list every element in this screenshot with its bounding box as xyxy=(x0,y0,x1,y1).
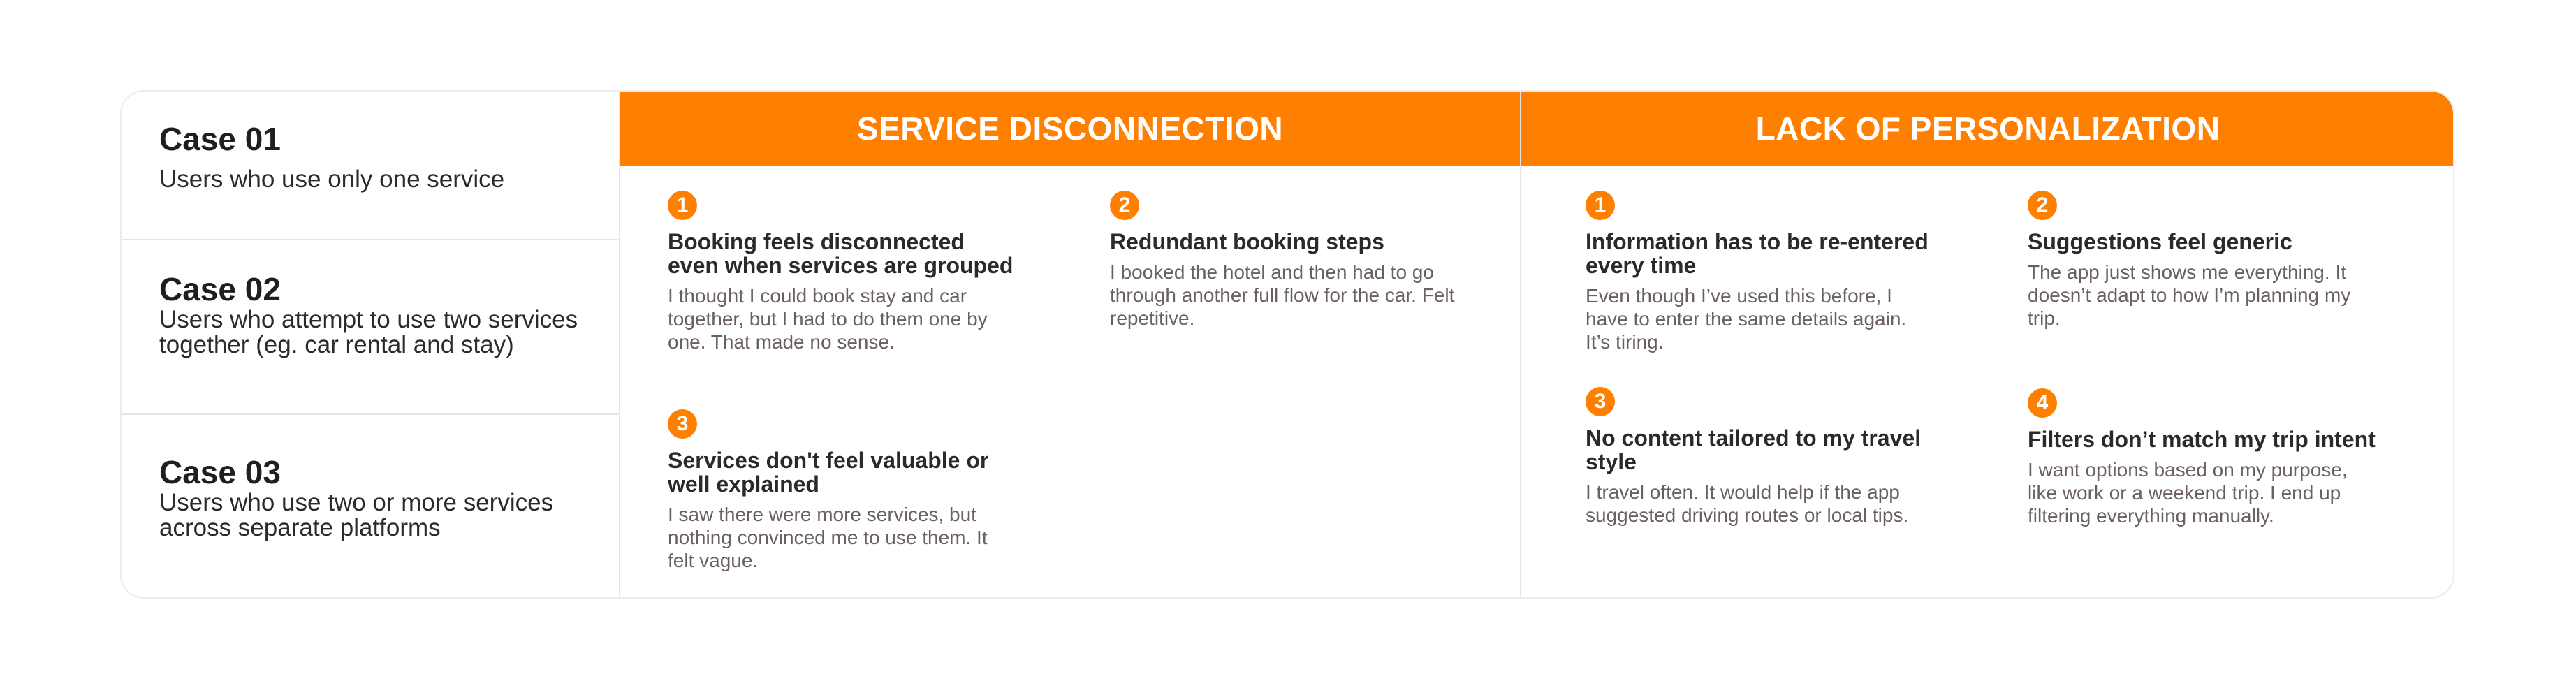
pain-point-quote: I saw there were more services, but nothing convinced me to use them. It felt vague. xyxy=(668,504,988,571)
pain-point-quote: The app just shows me everything. It doesn’t adapt to how I’m planning my trip. xyxy=(2028,261,2351,329)
pain-points-card xyxy=(120,90,2454,599)
pain-point-title: Information has to be re-entered every time xyxy=(1586,229,1929,278)
pain-point-title: No content tailored to my travel style xyxy=(1586,425,1922,474)
case-description: Users who use only one service xyxy=(159,166,505,193)
pain-point-quote: I travel often. It would help if the app suggested driving routes or local tips. xyxy=(1586,481,1909,526)
lack-of-personalization-panel xyxy=(1521,92,2454,597)
pain-point-title: Services don't feel valuable or well explained xyxy=(668,448,989,497)
panel-header: SERVICE DISCONNECTION xyxy=(620,92,1520,166)
case-02 xyxy=(159,271,605,358)
number-badge: 1 xyxy=(1586,191,1615,220)
panel-header: LACK OF PERSONALIZATION xyxy=(1521,92,2454,166)
pain-point-item xyxy=(668,409,1017,572)
pain-point-quote: I want options based on my purpose, like work or a weekend trip. I end up filtering everything manually. xyxy=(2028,459,2348,527)
case-title: Case 03 xyxy=(159,454,281,490)
number-badge: 3 xyxy=(668,409,697,439)
case-01 xyxy=(159,121,605,192)
number-badge: 3 xyxy=(1586,387,1615,416)
pain-point-item xyxy=(2028,191,2377,330)
case-title: Case 02 xyxy=(159,271,281,307)
pain-point-item xyxy=(668,191,1017,353)
pain-point-item xyxy=(1110,191,1459,330)
pain-point-quote: Even though I’ve used this before, I have to enter the same details again. It’s tiring. xyxy=(1586,285,1907,353)
case-description: Users who attempt to use two services together (eg. car rental and stay) xyxy=(159,306,578,358)
pain-point-quote: I thought I could book stay and car together, but I had to do them one by one. That made no sense. xyxy=(668,285,988,353)
pain-point-item xyxy=(2028,388,2377,527)
case-divider xyxy=(122,413,619,415)
pain-point-item xyxy=(1586,387,1935,527)
pain-point-title: Suggestions feel generic xyxy=(2028,229,2292,254)
number-badge: 1 xyxy=(668,191,697,220)
number-badge: 2 xyxy=(1110,191,1139,220)
pain-point-title: Booking feels disconnected even when services are grouped xyxy=(668,229,1013,278)
cases-column xyxy=(122,92,620,597)
case-title: Case 01 xyxy=(159,121,281,157)
case-divider xyxy=(122,239,619,240)
service-disconnection-panel xyxy=(620,92,1521,597)
case-03 xyxy=(159,454,605,541)
number-badge: 2 xyxy=(2028,191,2057,220)
case-description: Users who use two or more services across separate platforms xyxy=(159,489,554,541)
pain-point-title: Redundant booking steps xyxy=(1110,229,1384,254)
number-badge: 4 xyxy=(2028,388,2057,418)
pain-point-quote: I booked the hotel and then had to go through another full flow for the car. Felt repetitive. xyxy=(1110,261,1455,329)
pain-point-item xyxy=(1586,191,1935,353)
pain-point-title: Filters don’t match my trip intent xyxy=(2028,427,2376,452)
